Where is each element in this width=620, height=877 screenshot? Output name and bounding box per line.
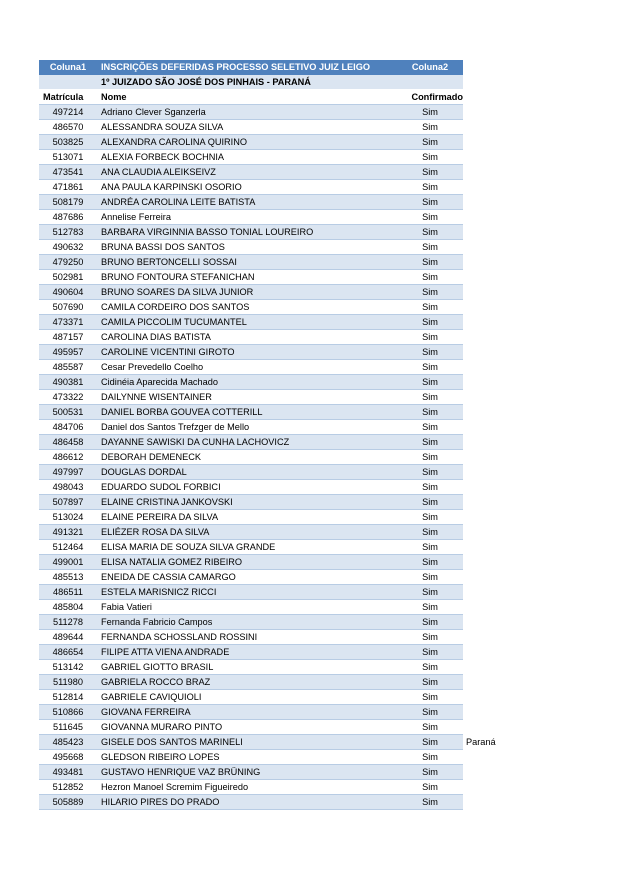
table-row xyxy=(39,165,463,180)
table-row xyxy=(39,135,463,150)
confirmado-cell: Sim xyxy=(422,122,438,132)
confirmado-cell: Sim xyxy=(422,587,438,597)
table-row xyxy=(39,690,463,705)
matricula-cell: 498043 xyxy=(52,482,84,492)
table-row xyxy=(39,225,463,240)
table-row xyxy=(39,240,463,255)
confirmado-cell: Sim xyxy=(422,452,438,462)
table-row xyxy=(39,660,463,675)
matricula-cell: 512464 xyxy=(52,542,84,552)
table-row xyxy=(39,780,463,795)
table-row xyxy=(39,375,463,390)
confirmado-cell: Sim xyxy=(422,722,438,732)
nome-cell: BARBARA VIRGINNIA BASSO TONIAL LOUREIRO xyxy=(101,227,314,237)
nome-cell: GUSTAVO HENRIQUE VAZ BRÜNING xyxy=(101,767,261,777)
matricula-cell: 511278 xyxy=(53,617,83,627)
table-row xyxy=(39,675,463,690)
confirmado-cell: Sim xyxy=(422,407,438,417)
confirmado-cell: Sim xyxy=(422,257,438,267)
nome-cell: Cidinéia Aparecida Machado xyxy=(101,377,218,387)
table-row xyxy=(39,315,463,330)
confirmado-cell: Sim xyxy=(422,137,438,147)
confirmado-cell: Sim xyxy=(422,707,438,717)
confirmado-cell: Sim xyxy=(422,482,438,492)
table-row xyxy=(39,120,463,135)
nome-cell: Adriano Clever Sganzerla xyxy=(101,107,206,117)
matricula-cell: 486612 xyxy=(52,452,84,462)
matricula-cell: 487157 xyxy=(52,332,84,342)
table-row xyxy=(39,795,463,810)
table-row xyxy=(39,615,463,630)
confirmado-cell: Sim xyxy=(422,107,438,117)
confirmado-cell: Sim xyxy=(422,272,438,282)
matricula-cell: 471861 xyxy=(52,182,84,192)
nome-cell: BRUNO SOARES DA SILVA JUNIOR xyxy=(101,287,254,297)
matricula-cell: 511645 xyxy=(53,722,83,732)
matricula-cell: 485513 xyxy=(52,572,84,582)
matricula-cell: 487686 xyxy=(52,212,84,222)
nome-cell: Hezron Manoel Scremim Figueiredo xyxy=(101,782,249,792)
matricula-cell: 485587 xyxy=(52,362,84,372)
matricula-cell: 507897 xyxy=(52,497,84,507)
confirmado-cell: Sim xyxy=(422,182,438,192)
matricula-cell: 490604 xyxy=(52,287,84,297)
confirmado-cell: Sim xyxy=(422,602,438,612)
table-header-row xyxy=(39,60,463,75)
table-row xyxy=(39,420,463,435)
table-row xyxy=(39,105,463,120)
matricula-cell: 486570 xyxy=(52,122,84,132)
nome-cell: GABRIELA ROCCO BRAZ xyxy=(101,677,211,687)
confirmado-cell: Sim xyxy=(422,242,438,252)
nome-cell: Fabia Vatieri xyxy=(101,602,152,612)
confirmado-cell: Sim xyxy=(422,212,438,222)
confirmado-cell: Sim xyxy=(422,647,438,657)
nome-cell: GISELE DOS SANTOS MARINELI xyxy=(101,737,243,747)
nome-cell: GABRIEL GIOTTO BRASIL xyxy=(101,662,214,672)
confirmado-cell: Sim xyxy=(422,332,438,342)
confirmado-cell: Sim xyxy=(422,302,438,312)
nome-cell: ELISA NATALIA GOMEZ RIBEIRO xyxy=(101,557,243,567)
table-row xyxy=(39,450,463,465)
table-row xyxy=(39,435,463,450)
nome-cell: FERNANDA SCHOSSLAND ROSSINI xyxy=(101,632,258,642)
table-row xyxy=(39,480,463,495)
matricula-cell: 489644 xyxy=(52,632,84,642)
confirmado-cell: Sim xyxy=(422,362,438,372)
nome-cell: BRUNO FONTOURA STEFANICHAN xyxy=(101,272,255,282)
nome-cell: ENEIDA DE CASSIA CAMARGO xyxy=(101,572,236,582)
matricula-cell: 495668 xyxy=(52,752,84,762)
confirmado-cell: Sim xyxy=(422,737,438,747)
header-title: INSCRIÇÕES DEFERIDAS PROCESSO SELETIVO JUIZ LEIGO xyxy=(101,62,371,72)
matricula-cell: 502981 xyxy=(52,272,84,282)
matricula-cell: 490632 xyxy=(52,242,84,252)
table-row xyxy=(39,735,496,750)
table-row xyxy=(39,495,463,510)
table-row xyxy=(39,255,463,270)
confirmado-cell: Sim xyxy=(422,752,438,762)
matricula-cell: 484706 xyxy=(52,422,84,432)
nome-cell: GABRIELE CAVIQUIOLI xyxy=(101,692,202,702)
confirmado-cell: Sim xyxy=(422,437,438,447)
table-row xyxy=(39,210,463,225)
table-row xyxy=(39,555,463,570)
confirmado-cell: Sim xyxy=(422,632,438,642)
matricula-cell: 513024 xyxy=(52,512,84,522)
matricula-cell: 473541 xyxy=(52,167,84,177)
table-row xyxy=(39,765,463,780)
table-row xyxy=(39,360,463,375)
confirmado-cell: Sim xyxy=(422,197,438,207)
table-row xyxy=(39,390,463,405)
nome-cell: Annelise Ferreira xyxy=(101,212,171,222)
nome-cell: FILIPE ATTA VIENA ANDRADE xyxy=(101,647,230,657)
nome-cell: ELAINE PEREIRA DA SILVA xyxy=(101,512,219,522)
column-nome: Nome xyxy=(101,92,127,102)
nome-cell: BRUNO BERTONCELLI SOSSAI xyxy=(101,257,237,267)
matricula-cell: 473322 xyxy=(52,392,84,402)
nome-cell: HILARIO PIRES DO PRADO xyxy=(101,797,220,807)
matricula-cell: 512783 xyxy=(52,227,84,237)
nome-cell: CAMILA PICCOLIM TUCUMANTEL xyxy=(101,317,247,327)
confirmado-cell: Sim xyxy=(422,227,438,237)
nome-cell: DAYANNE SAWISKI DA CUNHA LACHOVICZ xyxy=(101,437,290,447)
matricula-cell: 486458 xyxy=(52,437,84,447)
header-col1: Coluna1 xyxy=(49,62,87,72)
nome-cell: CAROLINE VICENTINI GIROTO xyxy=(101,347,235,357)
table-row xyxy=(39,330,463,345)
confirmado-cell: Sim xyxy=(422,392,438,402)
nome-cell: CAROLINA DIAS BATISTA xyxy=(101,332,211,342)
table-row xyxy=(39,630,463,645)
nome-cell: Daniel dos Santos Trefzger de Mello xyxy=(101,422,250,432)
table-body xyxy=(39,105,496,810)
table-row xyxy=(39,345,463,360)
confirmado-cell: Sim xyxy=(422,617,438,627)
confirmado-cell: Sim xyxy=(422,527,438,537)
nome-cell: DEBORAH DEMENECK xyxy=(101,452,202,462)
confirmado-cell: Sim xyxy=(422,512,438,522)
table-row xyxy=(39,465,463,480)
nome-cell: ALEXANDRA CAROLINA QUIRINO xyxy=(101,137,248,147)
confirmado-cell: Sim xyxy=(422,317,438,327)
nome-cell: Cesar Prevedello Coelho xyxy=(101,362,204,372)
nome-cell: ELISA MARIA DE SOUZA SILVA GRANDE xyxy=(101,542,276,552)
header-col2: Coluna2 xyxy=(411,62,449,72)
confirmado-cell: Sim xyxy=(422,542,438,552)
matricula-cell: 505889 xyxy=(52,797,84,807)
nome-cell: ALEXIA FORBECK BOCHNIA xyxy=(101,152,225,162)
spreadsheet-table xyxy=(39,60,496,810)
table-row xyxy=(39,405,463,420)
confirmado-cell: Sim xyxy=(422,377,438,387)
confirmado-cell: Sim xyxy=(422,422,438,432)
court-title: 1º JUIZADO SÃO JOSÉ DOS PINHAIS - PARANÁ xyxy=(101,77,311,87)
matricula-cell: 495957 xyxy=(52,347,84,357)
table-row xyxy=(39,600,463,615)
table-row xyxy=(39,180,463,195)
nome-cell: EDUARDO SUDOL FORBICI xyxy=(101,482,221,492)
nome-cell: ELIÉZER ROSA DA SILVA xyxy=(101,527,210,537)
table-row xyxy=(39,195,463,210)
matricula-cell: 508179 xyxy=(52,197,84,207)
confirmado-cell: Sim xyxy=(422,677,438,687)
matricula-cell: 479250 xyxy=(52,257,84,267)
nome-cell: GLEDSON RIBEIRO LOPES xyxy=(101,752,220,762)
matricula-cell: 473371 xyxy=(52,317,84,327)
matricula-cell: 493481 xyxy=(52,767,84,777)
table-row xyxy=(39,705,463,720)
confirmado-cell: Sim xyxy=(422,497,438,507)
matricula-cell: 513142 xyxy=(52,662,84,672)
confirmado-cell: Sim xyxy=(422,572,438,582)
matricula-cell: 503825 xyxy=(52,137,84,147)
matricula-cell: 500531 xyxy=(52,407,84,417)
matricula-cell: 510866 xyxy=(52,707,84,717)
nome-cell: DAILYNNE WISENTAINER xyxy=(101,392,212,402)
table-row xyxy=(39,150,463,165)
nome-cell: CAMILA CORDEIRO DOS SANTOS xyxy=(101,302,250,312)
matricula-cell: 486511 xyxy=(53,587,83,597)
confirmado-cell: Sim xyxy=(422,797,438,807)
matricula-cell: 497997 xyxy=(52,467,84,477)
matricula-cell: 513071 xyxy=(52,152,84,162)
nome-cell: ALESSANDRA SOUZA SILVA xyxy=(101,122,224,132)
extra-cell: Paraná xyxy=(466,737,496,747)
subheader-row xyxy=(39,75,463,90)
nome-cell: GIOVANA FERREIRA xyxy=(101,707,191,717)
nome-cell: Fernanda Fabricio Campos xyxy=(101,617,213,627)
confirmado-cell: Sim xyxy=(422,167,438,177)
nome-cell: ANA CLAUDIA ALEIKSEIVZ xyxy=(101,167,216,177)
confirmado-cell: Sim xyxy=(422,467,438,477)
nome-cell: GIOVANNA MURARO PINTO xyxy=(101,722,223,732)
matricula-cell: 511980 xyxy=(53,677,83,687)
confirmado-cell: Sim xyxy=(422,152,438,162)
confirmado-cell: Sim xyxy=(422,692,438,702)
confirmado-cell: Sim xyxy=(422,782,438,792)
matricula-cell: 499001 xyxy=(52,557,84,567)
confirmado-cell: Sim xyxy=(422,557,438,567)
column-header-row xyxy=(39,90,463,105)
table-row xyxy=(39,510,463,525)
matricula-cell: 485804 xyxy=(52,602,84,612)
table-row xyxy=(39,285,463,300)
matricula-cell: 491321 xyxy=(52,527,84,537)
column-confirmado: Confirmado xyxy=(411,92,463,102)
matricula-cell: 490381 xyxy=(52,377,84,387)
confirmado-cell: Sim xyxy=(422,662,438,672)
nome-cell: ANA PAULA KARPINSKI OSORIO xyxy=(101,182,242,192)
nome-cell: DOUGLAS DORDAL xyxy=(101,467,187,477)
confirmado-cell: Sim xyxy=(422,347,438,357)
table-row xyxy=(39,645,463,660)
confirmado-cell: Sim xyxy=(422,287,438,297)
table-row xyxy=(39,570,463,585)
column-matricula: Matrícula xyxy=(43,92,84,102)
table-row xyxy=(39,300,463,315)
table-row xyxy=(39,270,463,285)
nome-cell: DANIEL BORBA GOUVEA COTTERILL xyxy=(101,407,263,417)
table-row xyxy=(39,525,463,540)
nome-cell: ANDRÉA CAROLINA LEITE BATISTA xyxy=(101,197,256,207)
table-row xyxy=(39,540,463,555)
matricula-cell: 486654 xyxy=(52,647,84,657)
nome-cell: ELAINE CRISTINA JANKOVSKI xyxy=(101,497,233,507)
matricula-cell: 485423 xyxy=(52,737,84,747)
nome-cell: ESTELA MARISNICZ RICCI xyxy=(101,587,217,597)
table-row xyxy=(39,750,463,765)
matricula-cell: 507690 xyxy=(52,302,84,312)
nome-cell: BRUNA BASSI DOS SANTOS xyxy=(101,242,225,252)
matricula-cell: 512852 xyxy=(52,782,84,792)
confirmado-cell: Sim xyxy=(422,767,438,777)
matricula-cell: 512814 xyxy=(52,692,84,702)
table-row xyxy=(39,720,463,735)
table-row xyxy=(39,585,463,600)
matricula-cell: 497214 xyxy=(52,107,84,117)
